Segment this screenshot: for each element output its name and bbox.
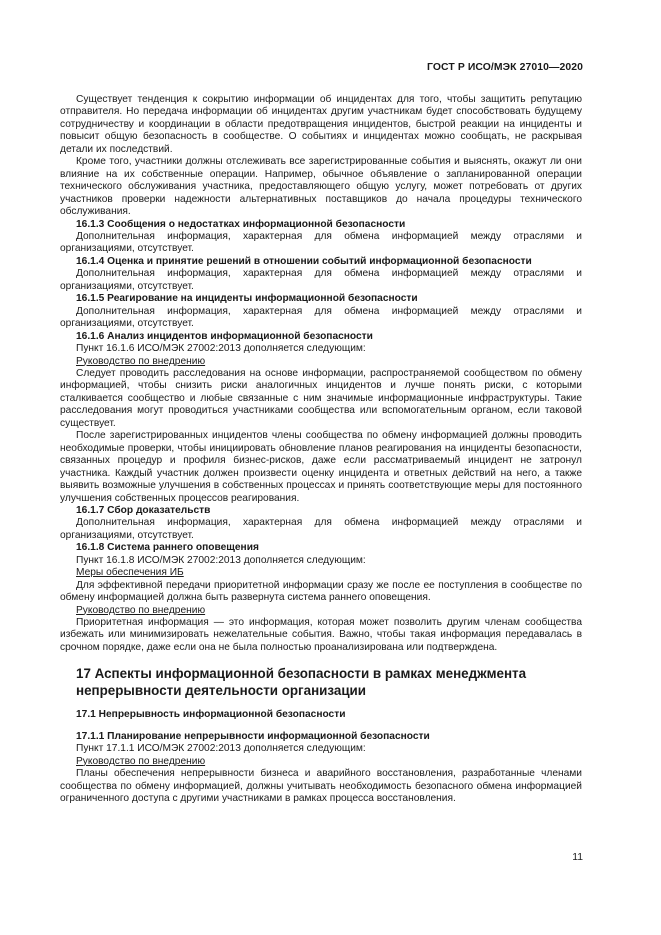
paragraph: Кроме того, участники должны отслеживать все зарегистрированные события и выяснять, окажут ли они влияние на их собственные операции. Например, обычное объявление о запланированной операции технического обслуживания участника, предоставляющего общую услугу, может потребовать от других участников проверки надежности альтернативных поставщиков до начала процедуры технического обслуживания.: [60, 156, 582, 218]
paragraph: После зарегистрированных инцидентов члены сообщества по обмену информацией должны проводить необходимые проверки, чтобы инициировать обновление планов реагирования на инциденты безопасности, связанных процедур и профиля бизнес-рисков, даже если рассматриваемый инцидент не затронул участника. Каждый участник должен произвести оценку инцидента и ответных действий на него, а также выявить возможные улучшения в собственных процессах и принять соответствующие меры для постоянного улучшения собственных процессов реагирования.: [60, 430, 582, 504]
paragraph: Дополнительная информация, характерная для обмена информацией между отраслями и организациями, отсутствует.: [60, 230, 582, 255]
page-content: [60, 94, 582, 806]
section-heading-17-1-1: 17.1.1 Планирование непрерывности информационной безопасности: [76, 730, 430, 742]
paragraph: Пункт 17.1.1 ИСО/МЭК 27002:2013 дополняется следующим:: [76, 743, 366, 755]
paragraph: Существует тенденция к сокрытию информации об инцидентах для того, чтобы защитить репутацию отправителя. Но передача информации об инцидентах другим участникам будет способствовать будущему сотрудничеству и координации в области предотвращения инцидентов, быстрой реакции на инциденты и повысит общую безопасность в сообществе. О событиях и инцидентах можно сообщать, не раскрывая детали их последствий.: [60, 94, 582, 155]
paragraph: Приоритетная информация — это информация, которая может позволить другим членам сообщества избежать или минимизировать нежелательные события. Важно, чтобы такая информация передавалась в срочном порядке, даже если она не была полностью проанализирована или подтверждена.: [60, 617, 582, 653]
subheading-measures: Меры обеспечения ИБ: [76, 567, 184, 579]
paragraph: Пункт 16.1.8 ИСО/МЭК 27002:2013 дополняется следующим:: [76, 554, 366, 566]
section-heading-16-1-8: 16.1.8 Система раннего оповещения: [76, 542, 259, 554]
paragraph: Пункт 16.1.6 ИСО/МЭК 27002:2013 дополняется следующим:: [76, 343, 366, 355]
document-header: ГОСТ Р ИСО/МЭК 27010—2020: [427, 62, 583, 73]
section-heading-16-1-7: 16.1.7 Сбор доказательств: [76, 504, 211, 516]
paragraph: Следует проводить расследования на основе информации, распространяемой сообществом по обмену информацией, чтобы снизить риски аналогичных инцидентов и лучше понять риски, с которыми сталкивается сообщество и любые связанные с ним значимые информационные инфраструктуры. Такие расследования могут проводиться участниками сообщества или вспомогательным органом, если таковой существует.: [60, 367, 582, 429]
section-heading-16-1-4: 16.1.4 Оценка и принятие решений в отношении событий информационной безопасности: [76, 255, 532, 267]
paragraph: Дополнительная информация, характерная для обмена информацией между отраслями и организациями, отсутствует.: [60, 268, 582, 292]
paragraph: Для эффективной передачи приоритетной информации сразу же после ее поступления в сообществе по обмену информацией должна быть развернута система раннего оповещения.: [60, 579, 582, 604]
section-heading-16-1-3: 16.1.3 Сообщения о недостатках информационной безопасности: [76, 218, 406, 230]
subheading-guidance: Руководство по внедрению: [76, 755, 206, 767]
chapter-heading-17: 17 Аспекты информационной безопасности в рамках менеджмента непрерывности деятельности организации: [76, 666, 527, 699]
section-heading-17-1: 17.1 Непрерывность информационной безопасности: [76, 709, 346, 721]
paragraph: Дополнительная информация, характерная для обмена информацией между отраслями и организациями, отсутствует.: [60, 517, 582, 541]
section-heading-16-1-6: 16.1.6 Анализ инцидентов информационной безопасности: [76, 330, 373, 342]
paragraph: Дополнительная информация, характерная для обмена информацией между отраслями и организациями, отсутствует.: [60, 305, 582, 330]
page-number: 11: [572, 852, 583, 863]
subheading-guidance: Руководство по внедрению: [76, 355, 206, 367]
subheading-guidance: Руководство по внедрению: [76, 604, 206, 616]
section-heading-16-1-5: 16.1.5 Реагирование на инциденты информационной безопасности: [76, 293, 418, 305]
paragraph: Планы обеспечения непрерывности бизнеса и аварийного восстановления, разработанные членами сообщества по обмену информацией, должны учитывать необходимость безопасного обмена информацией ограниченного доступа с другими участниками в рамках процесса восстановления.: [60, 768, 582, 805]
